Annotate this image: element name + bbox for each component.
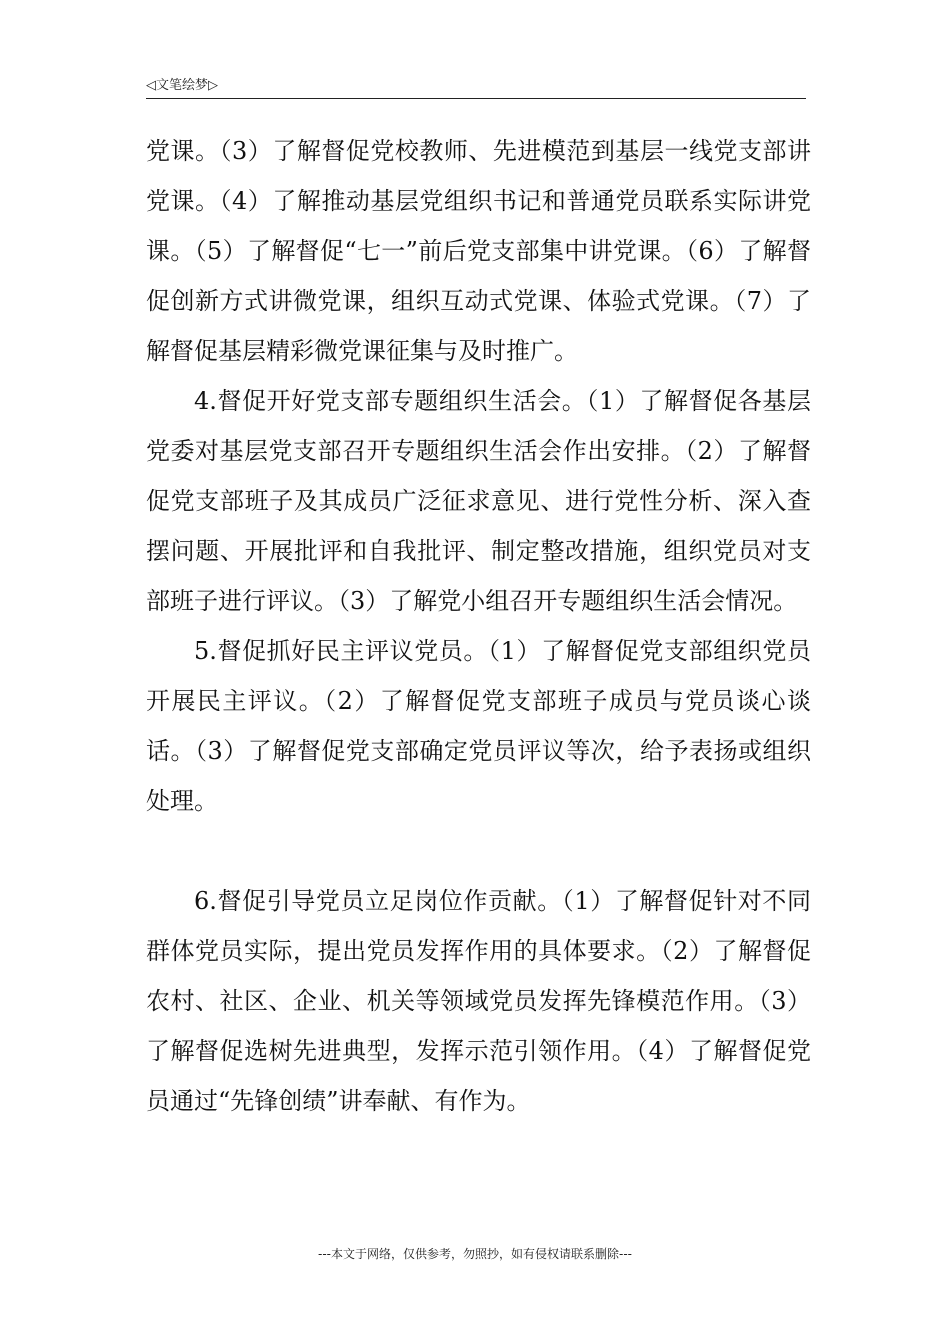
paragraph-item-6: 6.督促引导党员立足岗位作贡献。（1）了解督促针对不同群体党员实际，提出党员发挥作用的具体要求。（2）了解督促农村、社区、企业、机关等领域党员发挥先锋模范作用。（3）了解督促选树先进典型，发挥示范引领作用。（4）了解督促党员通过“先锋创绩”讲奉献、有作为。 — [146, 887, 811, 1115]
page-footer: ---本文于网络，仅供参考，勿照抄，如有侵权请联系删除--- — [318, 1247, 632, 1261]
paragraph-continued: 党课。（3）了解督促党校教师、先进模范到基层一线党支部讲党课。（4）了解推动基层党组织书记和普通党员联系实际讲党课。（5）了解督促“七一”前后党支部集中讲党课。（6）了解督促创新方式讲微党课，组织互动式党课、体验式党课。（7）了解督促基层精彩微党课征集与及时推广。 — [146, 137, 811, 365]
paragraph-item-4: 4.督促开好党支部专题组织生活会。（1）了解督促各基层党委对基层党支部召开专题组织生活会作出安排。（2）了解督促党支部班子及其成员广泛征求意见、进行党性分析、深入查摆问题、开展批评和自我批评、制定整改措施，组织党员对支部班子进行评议。（3）了解党小组召开专题组织生活会情况。 — [146, 387, 811, 615]
page-header — [146, 72, 806, 99]
header-title: ◁文笔绘梦▷ — [146, 78, 218, 93]
document-body — [146, 126, 811, 1126]
paragraph-spacer — [146, 826, 811, 876]
paragraph-item-5: 5.督促抓好民主评议党员。（1）了解督促党支部组织党员开展民主评议。（2）了解督促党支部班子成员与党员谈心谈话。（3）了解督促党支部确定党员评议等次，给予表扬或组织处理。 — [146, 637, 811, 815]
